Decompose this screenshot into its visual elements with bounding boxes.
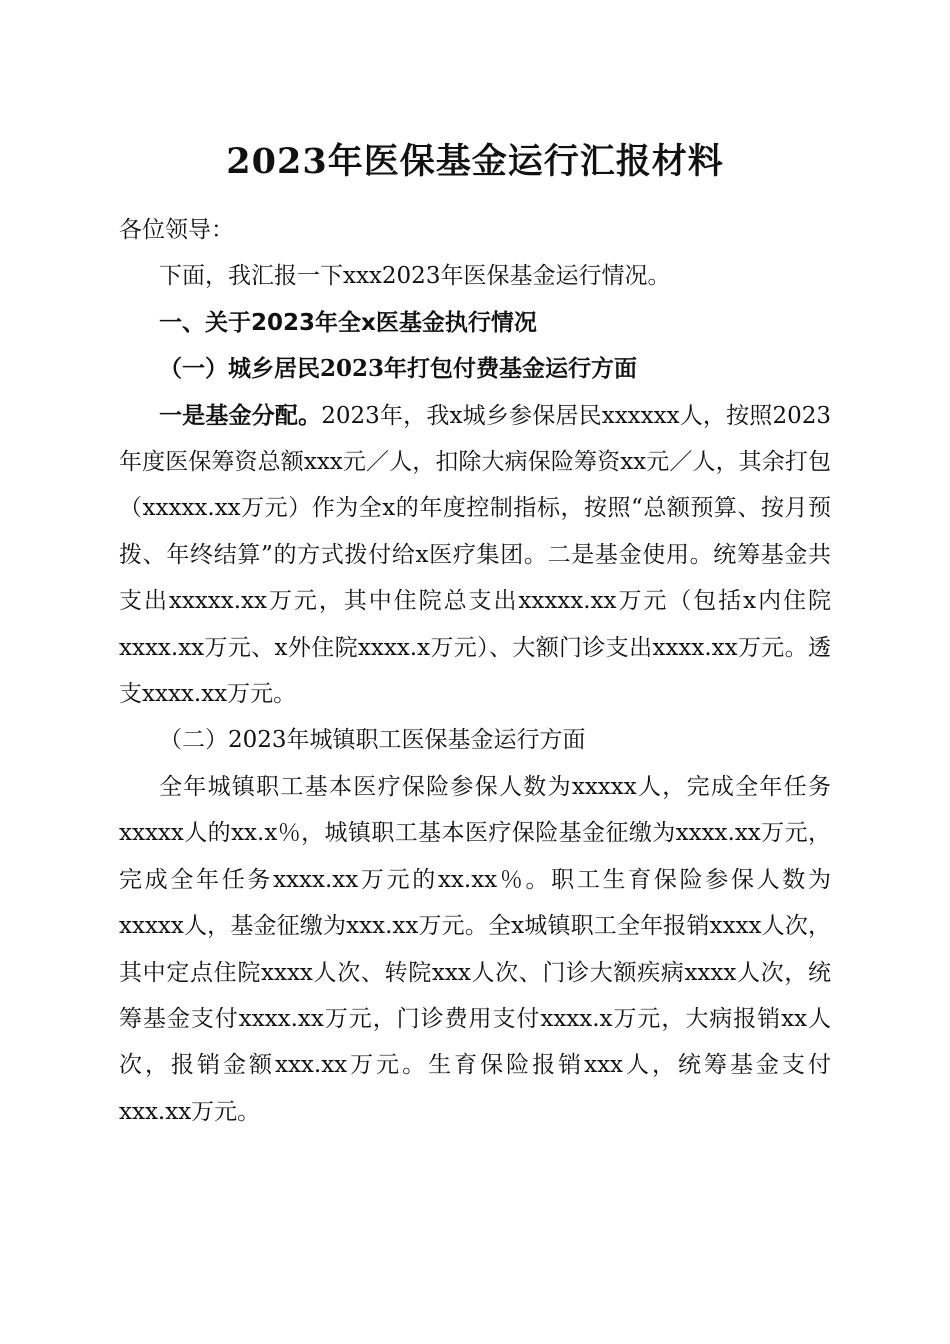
- subsection-1-heading: （一）城乡居民2023年打包付费基金运行方面: [159, 355, 638, 383]
- document-title: 2023年医保基金运行汇报材料: [226, 141, 724, 182]
- subsection-1-paragraph: [119, 393, 831, 718]
- section-1-heading: 一、关于2023年全x医基金执行情况: [159, 309, 537, 336]
- subsection-1-lead: 一是基金分配。: [159, 401, 322, 429]
- subsection-1-body: 2023年，我x城乡参保居民xxxxxx人，按照2023年度医保筹资总额xxx元／人，扣除大病保险筹资xx元／人，其余打包（xxxxx.xx万元）作为全x的年度控制指标，按照“总额预算、按月预拨、年终结算”的方式拨付给x医疗集团。二是基金使用。统筹基金共支出xxxxx.xx万元，其中住院总支出xxxxx.xx万元（包括x内住院xxxx.xx万元、x外住院xxxx.x万元）、大额门诊支出xxxx.xx万元。透支xxxx.xx万元。: [119, 402, 832, 708]
- subsection-2-paragraph: 全年城镇职工基本医疗保险参保人数为xxxxx人，完成全年任务xxxxx人的xx.x％，城镇职工基本医疗保险基金征缴为xxxx.xx万元，完成全年任务xxxx.xx万元的xx.xx％。职工生育保险参保人数为xxxxx人，基金征缴为xxx.xx万元。全x城镇职工全年报销xxxx人次，其中定点住院xxxx人次、转院xxx人次、门诊大额疾病xxxx人次，统筹基金支付xxxx.xx万元，门诊费用支付xxxx.x万元，大病报销xx人次，报销金额xxx.xx万元。生育保险报销xxx人，统筹基金支付xxx.xx万元。: [119, 773, 831, 1125]
- salutation: 各位领导：: [119, 217, 234, 243]
- intro-paragraph: 下面，我汇报一下xxx2023年医保基金运行情况。: [159, 263, 671, 290]
- subsection-2-heading: （二）2023年城镇职工医保基金运行方面: [159, 727, 586, 754]
- document-body: [119, 207, 831, 1135]
